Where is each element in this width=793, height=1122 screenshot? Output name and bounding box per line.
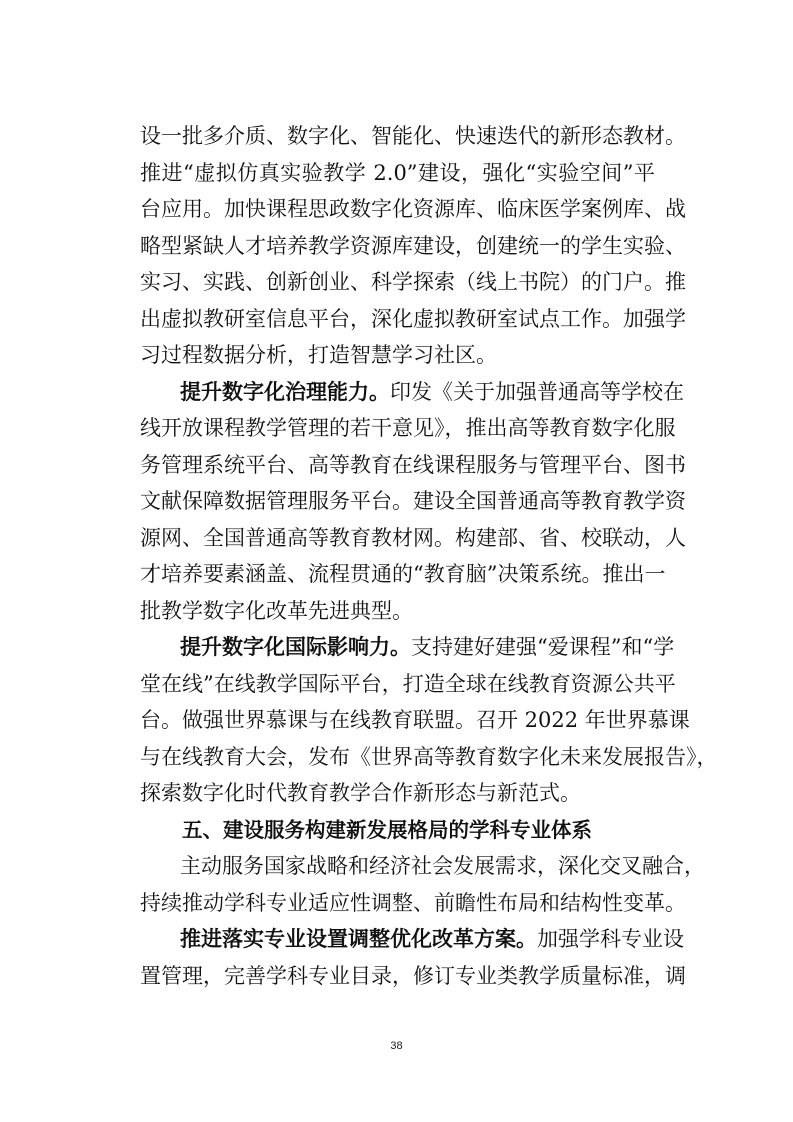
text-line: 与在线教育大会，发布《世界高等教育数字化未来发展报告》， — [140, 744, 718, 769]
text-line: 习过程数据分析，打造智慧学习社区。 — [140, 343, 497, 367]
text-line: 堂在线”在线教学国际平台，打造全球在线教育资源公共平 — [140, 671, 676, 696]
paragraph-lead: 推进落实专业设置调整优化改革方案。 — [180, 926, 537, 951]
text-line: 置管理，完善学科专业目录，修订专业类教学质量标准，调 — [140, 963, 686, 988]
text-line: 批教学数字化改革先进典型。 — [140, 598, 413, 623]
text-line: 台。做强世界慕课与在线教育联盟。召开 2022 年世界慕课 — [140, 708, 690, 732]
text-line: 才培养要素涵盖、流程贯通的“教育脑”决策系统。推出一 — [140, 562, 666, 586]
section-heading: 五、建设服务构建新发展格局的学科专业体系 — [182, 817, 592, 842]
text-line: 务管理系统平台、高等教育在线课程服务与管理平台、图书 — [140, 452, 686, 477]
text-line: 设一批多介质、数字化、智能化、快速迭代的新形态教材。 — [140, 124, 686, 148]
text-line: 文献保障数据管理服务平台。建设全国普通高等教育教学资 — [140, 489, 686, 513]
paragraph-lead: 提升数字化国际影响力。 — [180, 634, 411, 659]
paragraph-text: 支持建好建强“爱课程”和“学 — [411, 635, 675, 659]
text-line: 略型紧缺人才培养教学资源库建设，创建统一的学生实验、 — [140, 233, 686, 258]
text-line: 出虚拟教研室信息平台，深化虚拟教研室试点工作。加强学 — [140, 306, 686, 331]
paragraph-text: 印发《关于加强普通高等学校在 — [390, 379, 684, 404]
text-line: 线开放课程教学管理的若干意见》，推出高等教育数字化服 — [140, 416, 676, 440]
text-line: 推进“虚拟仿真实验教学 2.0”建设，强化“实验空间”平 — [140, 160, 655, 185]
text-line: 实习、实践、创新创业、科学探索（线上书院）的门户。推 — [140, 270, 686, 294]
text-line: 台应用。加快课程思政数字化资源库、临床医学案例库、战 — [140, 197, 686, 221]
paragraph-first-line — [140, 921, 684, 958]
text-line: 源网、全国普通高等教育教材网。构建部、省、校联动，人 — [140, 525, 686, 550]
paragraph-first-line: 主动服务国家战略和经济社会发展需求，深化交叉融合， — [180, 854, 705, 878]
paragraph-first-line — [140, 374, 684, 411]
paragraph-first-line — [140, 629, 675, 666]
text-line: 持续推动学科专业适应性调整、前瞻性布局和结构性变革。 — [140, 890, 686, 915]
page-number: 38 — [390, 1040, 403, 1052]
text-line: 探索数字化时代教育教学合作新形态与新范式。 — [140, 781, 581, 805]
paragraph-text: 加强学科专业设 — [537, 927, 684, 951]
paragraph-lead: 提升数字化治理能力。 — [180, 378, 390, 404]
body-text — [140, 118, 718, 994]
